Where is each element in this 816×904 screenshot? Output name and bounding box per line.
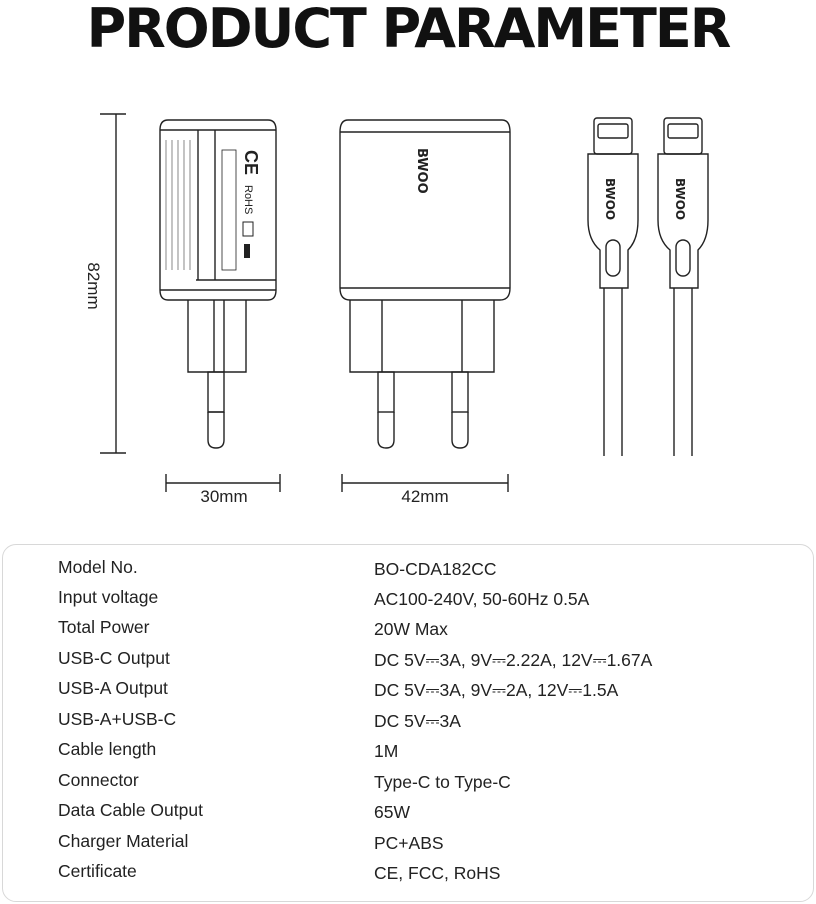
spec-row xyxy=(3,800,813,830)
spec-key: USB-C Output xyxy=(58,648,170,668)
spec-row xyxy=(3,617,813,647)
spec-row xyxy=(3,587,813,617)
spec-row xyxy=(3,739,813,769)
front-width-dimension xyxy=(342,474,508,506)
spec-key: USB-A Output xyxy=(58,678,168,698)
product-dimension-drawing xyxy=(0,90,816,510)
spec-value: DC 5V⎓3A xyxy=(374,711,461,731)
cable-brand-logo-left: BWOO xyxy=(603,178,617,221)
spec-key: Total Power xyxy=(58,617,150,637)
spec-row xyxy=(3,648,813,678)
spec-key: Data Cable Output xyxy=(58,800,203,820)
spec-key: Cable length xyxy=(58,739,157,759)
front-width-label: 42mm xyxy=(401,487,449,506)
spec-table xyxy=(2,544,814,902)
spec-value: AC100-240V, 50-60Hz 0.5A xyxy=(374,589,590,609)
spec-row xyxy=(3,770,813,800)
side-width-dimension xyxy=(166,474,280,506)
charger-side-view xyxy=(160,120,276,448)
height-label: 82mm xyxy=(84,262,103,310)
cable-connector-left xyxy=(588,118,638,456)
spec-value: Type-C to Type-C xyxy=(374,772,511,792)
side-width-label: 30mm xyxy=(200,487,248,506)
page-title: PRODUCT PARAMETER xyxy=(86,0,730,60)
rohs-mark: RoHS xyxy=(242,185,254,215)
spec-row xyxy=(3,861,813,891)
ce-mark: CE xyxy=(241,150,261,176)
spec-key: Certificate xyxy=(58,861,137,881)
spec-key: Connector xyxy=(58,770,139,790)
spec-row xyxy=(3,557,813,587)
spec-key: Input voltage xyxy=(58,587,159,607)
spec-row xyxy=(3,831,813,861)
charger-front-view xyxy=(340,120,510,448)
spec-value: 65W xyxy=(374,802,410,822)
cable-brand-logo-right: BWOO xyxy=(673,178,687,221)
spec-key: Charger Material xyxy=(58,831,189,851)
spec-value: PC+ABS xyxy=(374,833,444,853)
height-dimension xyxy=(84,114,126,453)
spec-value: DC 5V⎓3A, 9V⎓2.22A, 12V⎓1.67A xyxy=(374,650,653,670)
spec-value: CE, FCC, RoHS xyxy=(374,863,501,883)
spec-row xyxy=(3,678,813,708)
spec-row xyxy=(3,709,813,739)
brand-logo: BWOO xyxy=(414,148,429,194)
cable-connector-right xyxy=(658,118,708,456)
spec-value: 20W Max xyxy=(374,619,448,639)
spec-key: USB-A+USB-C xyxy=(58,709,177,729)
spec-value: 1M xyxy=(374,741,399,761)
spec-value: DC 5V⎓3A, 9V⎓2A, 12V⎓1.5A xyxy=(374,680,619,700)
spec-value: BO-CDA182CC xyxy=(374,559,497,579)
spec-key: Model No. xyxy=(58,557,138,577)
